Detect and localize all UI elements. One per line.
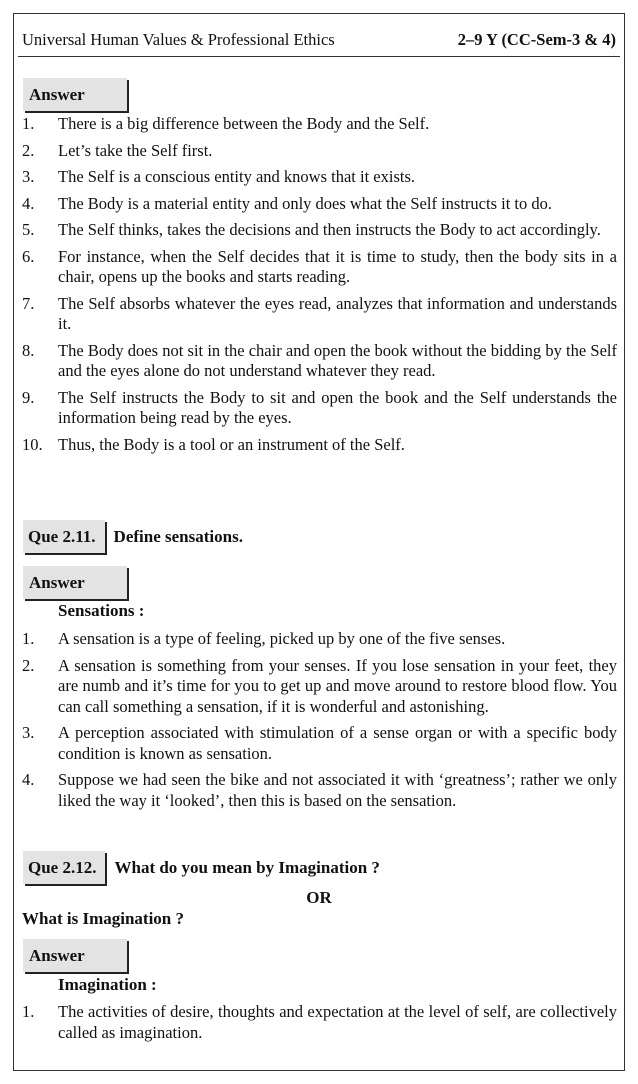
header-rule bbox=[18, 56, 620, 57]
question-number: Que 2.12. bbox=[23, 851, 105, 884]
answer-label-1: Answer bbox=[23, 78, 127, 111]
list-item: 2. A sensation is something from your senses. If you lose sensation in your feet, they are numb and it’s time for you to get up and move around to restore blood flow. You can call something a sensation, if it is wonderful and astonishing. bbox=[22, 655, 617, 716]
list-item: 9. The Self instructs the Body to sit and open the book and the Self understands the information being read by the eyes. bbox=[22, 387, 617, 427]
question-2-11 bbox=[23, 520, 243, 553]
alternate-question: What is Imagination ? bbox=[22, 909, 184, 928]
list-item: 7. The Self absorbs whatever the eyes read, analyzes that information and understands it. bbox=[22, 293, 617, 333]
question-2-12 bbox=[23, 851, 380, 884]
list-item: 1. There is a big difference between the Body and the Self. bbox=[22, 114, 430, 133]
list-item: 3. The Self is a conscious entity and knows that it exists. bbox=[22, 167, 415, 186]
list-item: 1. A sensation is a type of feeling, picked up by one of the five senses. bbox=[22, 629, 506, 648]
running-header-title: Universal Human Values & Professional Ethics bbox=[22, 30, 335, 49]
list-item: 4. Suppose we had seen the bike and not associated it with ‘greatness’; rather we only liked the way it ‘looked’, then this is based on the sensation. bbox=[22, 770, 617, 810]
list-item: 1. The activities of desire, thoughts and expectation at the level of self, are collectively called as imagination. bbox=[22, 1002, 617, 1042]
answer-list-2 bbox=[22, 629, 617, 817]
question-number: Que 2.11. bbox=[23, 520, 105, 553]
answer-list-1 bbox=[22, 114, 617, 461]
list-item: 4. The Body is a material entity and only does what the Self instructs it to do. bbox=[22, 193, 552, 213]
list-item: 3. A perception associated with stimulation of a sense organ or with a specific body condition is known as sensation. bbox=[22, 723, 617, 763]
running-header-page-ref: 2–9 Y (CC-Sem-3 & 4) bbox=[457, 30, 616, 49]
question-text: Define sensations. bbox=[113, 526, 243, 546]
list-item: 8. The Body does not sit in the chair and open the book without the bidding by the Self and the eyes alone do not understand whatever they read. bbox=[22, 340, 617, 380]
list-item: 5. The Self thinks, takes the decisions and then instructs the Body to act accordingly. bbox=[22, 220, 601, 239]
list-item: 6. For instance, when the Self decides that it is time to study, then the body sits in a chair, opens up the books and starts reading. bbox=[22, 246, 617, 286]
subheading-imagination: Imagination : bbox=[58, 975, 157, 994]
list-item: 10. Thus, the Body is a tool or an instrument of the Self. bbox=[22, 434, 405, 454]
answer-list-3 bbox=[22, 1002, 617, 1049]
or-separator: OR bbox=[306, 888, 332, 907]
list-item: 2. Let’s take the Self first. bbox=[22, 140, 213, 160]
answer-label-3: Answer bbox=[23, 939, 127, 972]
answer-label-2: Answer bbox=[23, 566, 127, 599]
subheading-sensations: Sensations : bbox=[58, 601, 145, 620]
question-text: What do you mean by Imagination ? bbox=[114, 857, 380, 877]
